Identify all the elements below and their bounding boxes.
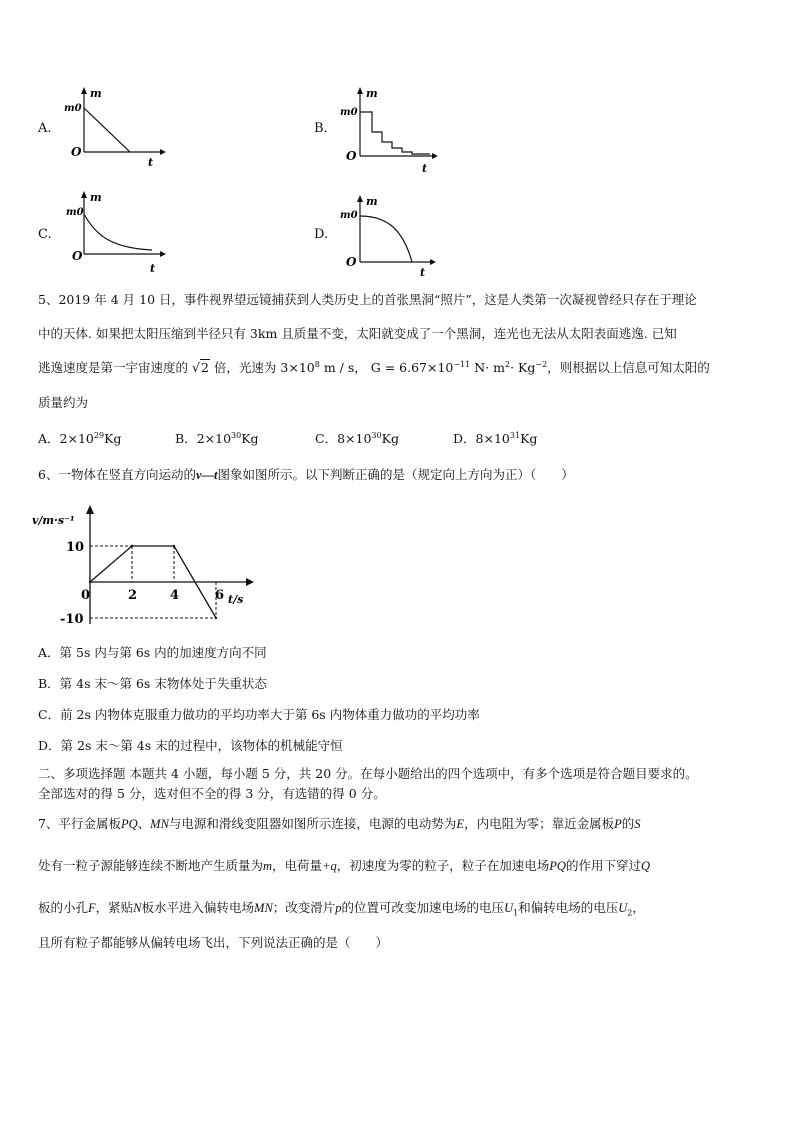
q5-line3-text-b: 倍，光速为: [213, 360, 277, 375]
t-axis-arrow: [160, 251, 166, 257]
option-d-label: D.: [314, 227, 329, 242]
m-label: m: [90, 191, 102, 204]
q4-graph-c: [62, 188, 172, 278]
curve-decay: [84, 214, 152, 250]
option-exp: 29: [93, 430, 105, 440]
q4-graph-d: [336, 192, 446, 280]
tick-label-y-10: -10: [60, 612, 84, 627]
q7-var-q-plate: Q: [640, 859, 650, 873]
q7-text: ，紧贴: [95, 900, 134, 915]
tick-label-x0: 0: [81, 588, 91, 603]
t-axis-arrow: [432, 153, 438, 159]
q5-line-3: [38, 359, 710, 377]
q7-var-mn: MN: [150, 817, 169, 831]
option-unit: Kg: [520, 431, 538, 446]
tick-labels: [60, 540, 224, 627]
tick-label-y10: 10: [66, 540, 85, 555]
option-label: C．: [315, 431, 338, 446]
q7-var-u1: U: [504, 901, 514, 915]
q7-var-u1-sub: 1: [513, 908, 519, 918]
q5-line-4: 质量约为: [38, 395, 89, 410]
q7-text: ；改变滑片: [272, 900, 336, 915]
q7-text: ，初速度为零的粒子，粒子在加速电场: [336, 858, 550, 873]
q7-text: 与电源和滑线变阻器如图所示连接，电源的电动势为: [168, 816, 457, 831]
option-unit: Kg: [381, 431, 399, 446]
q7-text: 和偏转电场的电压: [518, 900, 619, 915]
m-axis-arrow: [81, 191, 87, 198]
q7-var-e: E: [456, 817, 465, 831]
q4-graph-b: [336, 84, 446, 176]
q7-var-pq: PQ: [549, 859, 566, 873]
g-mantissa: G = 6.67×10: [370, 360, 454, 375]
t-label: t: [150, 262, 156, 275]
m-axis-arrow: [357, 87, 363, 94]
q5-line3-comma: ，: [354, 360, 367, 375]
option-label: A．: [38, 431, 60, 446]
q7-line-4: 且所有粒子都能够从偏转电场飞出，下列说法正确的是（ ）: [38, 935, 389, 950]
q7-line-2: [38, 857, 650, 875]
q6-option-a: A．第 5s 内与第 6s 内的加速度方向不同: [38, 645, 267, 660]
m0-label: m0: [64, 103, 82, 114]
q7-text: 处有一粒子源能够连续不断地产生质量为: [38, 858, 264, 873]
q7-line-3: [38, 899, 645, 917]
curve-linear: [84, 108, 130, 152]
m-axis-arrow: [357, 195, 363, 202]
g-unit-kg: · Kg: [510, 360, 536, 375]
q7-text: 的位置可改变加速电场的电压: [341, 900, 505, 915]
option-unit: Kg: [241, 431, 259, 446]
q7-text: ，: [632, 900, 645, 915]
option-label: B．: [175, 431, 197, 446]
q7-text: 7、平行金属板: [38, 816, 121, 831]
t-label: t: [148, 156, 154, 168]
tick-label-x2: 2: [128, 588, 138, 603]
option-a-label: A.: [38, 121, 52, 136]
v-axis-arrow: [86, 505, 94, 514]
option-exp: 31: [509, 430, 521, 440]
origin-label: O: [71, 145, 82, 159]
option-exp: 30: [231, 430, 242, 440]
g-unit-nm: N· m: [474, 360, 506, 375]
option-mantissa: 8×10: [475, 431, 510, 446]
m0-label: m0: [66, 207, 84, 218]
q5-option-a: [38, 430, 121, 448]
velocity-point: [131, 545, 133, 547]
vt-graph: [30, 502, 260, 632]
q6-option-b: B．第 4s 末～第 6s 末物体处于失重状态: [38, 676, 267, 691]
velocity-point: [215, 617, 217, 619]
q5-line3-text-a: 逃逸速度是第一宇宙速度的: [38, 360, 189, 375]
q5-option-b: [175, 430, 259, 448]
t-label: t: [420, 266, 426, 279]
option-mantissa: 2×10: [196, 431, 232, 446]
q7-text: ，内电阻为零；靠近金属板: [464, 816, 615, 831]
option-label: D．: [453, 431, 476, 446]
q7-text: 板的小孔: [38, 900, 89, 915]
origin-label: O: [346, 149, 357, 163]
q7-var-n: N: [133, 901, 142, 915]
q7-var-mn: MN: [254, 901, 273, 915]
q7-var-p: P: [614, 817, 622, 831]
t-axis-arrow: [430, 259, 436, 265]
option-mantissa: 2×10: [59, 431, 94, 446]
light-speed-mantissa: 3×10: [280, 360, 315, 375]
q5-line3-text-j: ，则根据以上信息可知太阳的: [547, 360, 710, 375]
q7-var-q: +q: [322, 859, 337, 873]
m-axis-arrow: [81, 87, 87, 94]
q7-var-m: m: [263, 859, 273, 873]
sqrt-value: 2: [200, 360, 209, 375]
q5-option-d: [453, 430, 537, 448]
q7-var-s: S: [634, 817, 641, 831]
q7-text: 的作用下穿过: [565, 858, 641, 873]
section2-line-2: 全部选对的得 5 分，选对但不全的得 3 分，有选错的得 0 分。: [38, 786, 386, 801]
origin-label: O: [346, 255, 357, 269]
q7-text: 的: [621, 816, 635, 831]
q5-line-1: 5、2019 年 4 月 10 日，事件视界望远镜捕获到人类历史上的首张黑洞“照片”，这是人类第一次凝视曾经只存在于理论: [38, 292, 697, 307]
g-unit-kg-exp: −2: [535, 359, 548, 369]
sqrt-symbol: √: [192, 360, 200, 375]
q7-text: 、: [137, 816, 151, 831]
velocity-point: [89, 581, 91, 583]
q7-var-pq: PQ: [120, 817, 138, 831]
option-c-label: C.: [38, 227, 52, 242]
q6-option-d: D．第 2s 末～第 4s 末的过程中，该物体的机械能守恒: [38, 738, 343, 753]
tick-label-x4: 4: [170, 588, 180, 603]
option-mantissa: 8×10: [337, 431, 372, 446]
origin-label: O: [72, 249, 83, 263]
q4-graph-a: [58, 84, 168, 168]
q6-option-c: C．前 2s 内物体克服重力做功的平均功率大于第 6s 内物体重力做功的平均功率: [38, 707, 480, 722]
x-axis-label: t/s: [228, 593, 244, 606]
q5-option-c: [315, 430, 399, 448]
m0-label: m0: [340, 107, 358, 118]
t-axis-arrow: [246, 578, 254, 586]
q7-var-u2-sub: 2: [627, 908, 633, 918]
g-exp: −11: [453, 359, 471, 369]
q6-stem-a: 6、一物体在竖直方向运动的: [38, 467, 196, 482]
section2-line-1: 二、多项选择题 本题共 4 小题，每小题 5 分，共 20 分。在每小题给出的四个选项中，有多个选项是符合题目要求的。: [38, 766, 698, 781]
t-label: t: [422, 162, 428, 175]
light-speed-unit: m / s: [323, 360, 355, 375]
q7-line-1: [38, 815, 640, 833]
option-b-label: B.: [314, 121, 328, 136]
q7-text: 板水平进入偏转电场: [141, 900, 255, 915]
q7-var-u2: U: [618, 901, 628, 915]
m-label: m: [366, 87, 378, 100]
light-speed-exp: 8: [314, 359, 320, 369]
m0-label: m0: [340, 210, 358, 221]
q7-text: ，电荷量: [272, 858, 323, 873]
t-axis-arrow: [160, 149, 166, 155]
q6-stem: [38, 466, 574, 484]
g-unit-m-exp: 2: [505, 359, 511, 369]
tick-label-x6: 6: [215, 588, 225, 603]
q6-stem-vt: v—t: [195, 468, 218, 482]
y-axis-label: v/m·s⁻¹: [32, 514, 75, 527]
q7-var-f: F: [88, 901, 96, 915]
q7-var-p: p: [335, 901, 342, 915]
option-unit: Kg: [104, 431, 122, 446]
velocity-point: [173, 545, 175, 547]
m-label: m: [90, 87, 102, 100]
curve-accelerating: [360, 216, 412, 262]
option-exp: 30: [371, 430, 382, 440]
q5-line-2: 中的天体. 如果把太阳压缩到半径只有 3km 且质量不变，太阳就变成了一个黑洞，连光也无法从太阳表面逃逸. 已知: [38, 326, 677, 341]
q6-stem-b: 图象如图所示。以下判断正确的是（规定向上方向为正）（ ）: [217, 467, 574, 482]
m-label: m: [366, 195, 378, 208]
curve-stepwise: [360, 112, 430, 154]
